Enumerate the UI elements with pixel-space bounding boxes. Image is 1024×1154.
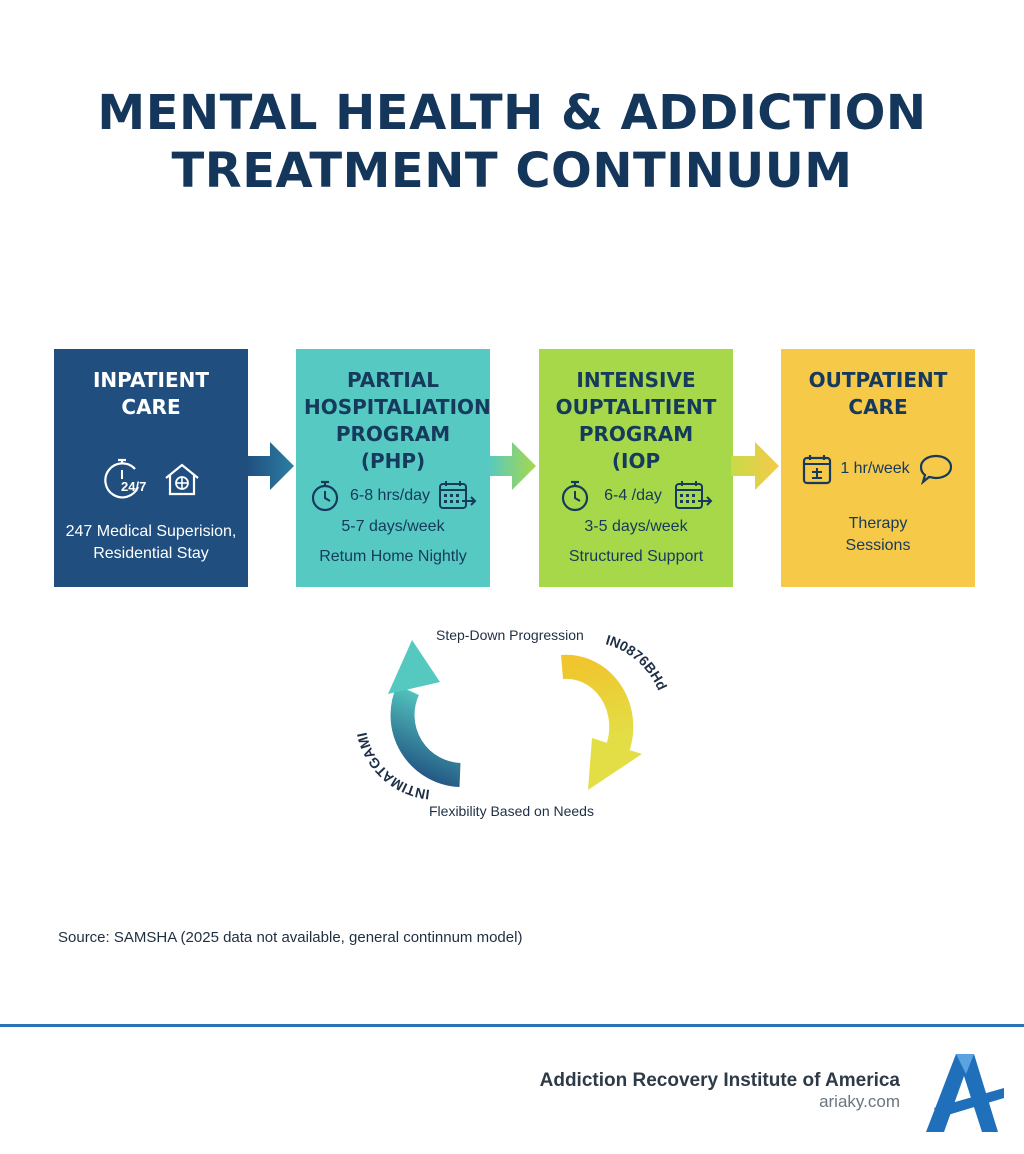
speech-bubble-icon	[918, 453, 954, 485]
stage-icons	[781, 453, 975, 485]
stage-title	[789, 367, 967, 421]
days-text: 5-7 days/week	[341, 518, 445, 535]
description-line: Residential Stay	[93, 545, 209, 562]
calendar-arrow-icon	[438, 479, 478, 513]
footer-divider	[0, 1024, 1024, 1027]
stage-icons	[296, 479, 490, 513]
stage-title-line: CARE	[848, 395, 908, 419]
stage-description	[54, 521, 248, 565]
org-website: ariaky.com	[819, 1092, 900, 1111]
connector-arrow	[246, 440, 296, 492]
stage-icons	[539, 479, 733, 513]
stage-title-line: PROGRAM	[335, 422, 451, 446]
stage-title-line: (PHP)	[360, 449, 426, 473]
stage-title-line: HOSPITALIATION	[304, 395, 491, 419]
cycle-bottom-label: Flexibility Based on Needs	[429, 803, 594, 819]
aria-logo-icon	[920, 1050, 1004, 1134]
title-line-2: TREATMENT CONTINUUM	[171, 143, 853, 199]
stage-iop	[539, 349, 733, 587]
stage-inpatient	[54, 349, 248, 587]
source-note: Source: SAMSHA (2025 data not available, general continnum model)	[58, 929, 523, 946]
connector-arrow	[731, 440, 781, 492]
stage-title-line: CARE	[121, 395, 181, 419]
stage-icons	[54, 457, 248, 501]
left-arc-text: INTIMATGAMI	[353, 731, 431, 803]
cycle-arrows	[330, 620, 700, 830]
stage-title-line: (IOP	[611, 449, 661, 473]
24-7-label: 24/7	[121, 479, 147, 494]
stage-title	[62, 367, 240, 421]
stage-note: Retum Home Nightly	[319, 548, 467, 565]
stage-note	[781, 513, 975, 557]
right-arc-arrow	[562, 667, 642, 790]
note-line: Therapy	[848, 515, 908, 532]
24-7-clock-icon	[101, 457, 153, 501]
stage-title-line: INPATIENT	[92, 368, 210, 392]
stage-note: Structured Support	[568, 548, 704, 565]
description-line: 247 Medical Superision,	[65, 523, 237, 540]
days-text: 3-5 days/week	[584, 518, 688, 535]
stage-title-line: PARTIAL	[346, 368, 440, 392]
cycle-top-label: Step-Down Progression	[436, 627, 584, 643]
stage-title	[547, 367, 725, 475]
connector-arrow	[488, 440, 538, 492]
stopwatch-icon	[308, 479, 342, 513]
stage-title-line: PROGRAM	[578, 422, 694, 446]
org-name: Addiction Recovery Institute of America	[539, 1070, 900, 1091]
calendar-arrow-icon	[674, 479, 714, 513]
frequency-text: 1 hr/week	[840, 460, 910, 477]
stage-outpatient	[781, 349, 975, 587]
stage-title-line: OUTPATIENT	[808, 368, 948, 392]
stage-title-line: INTENSIVE	[576, 368, 696, 392]
stage-php	[296, 349, 490, 587]
step-down-cycle	[330, 620, 700, 830]
right-arc-text: IN0876BHd	[604, 631, 671, 693]
frequency-text: 6-4 /day	[604, 487, 662, 504]
page-title	[0, 84, 1024, 200]
house-icon	[163, 461, 201, 497]
stopwatch-icon	[558, 479, 592, 513]
frequency-text: 6-8 hrs/day	[349, 487, 431, 504]
left-arc-arrow	[388, 640, 460, 775]
calendar-icon	[802, 453, 832, 485]
title-line-1: MENTAL HEALTH & ADDICTION	[97, 85, 927, 141]
stage-title-line: OUPTALITIENT	[555, 395, 717, 419]
stage-title	[304, 367, 491, 475]
note-line: Sessions	[845, 537, 911, 554]
